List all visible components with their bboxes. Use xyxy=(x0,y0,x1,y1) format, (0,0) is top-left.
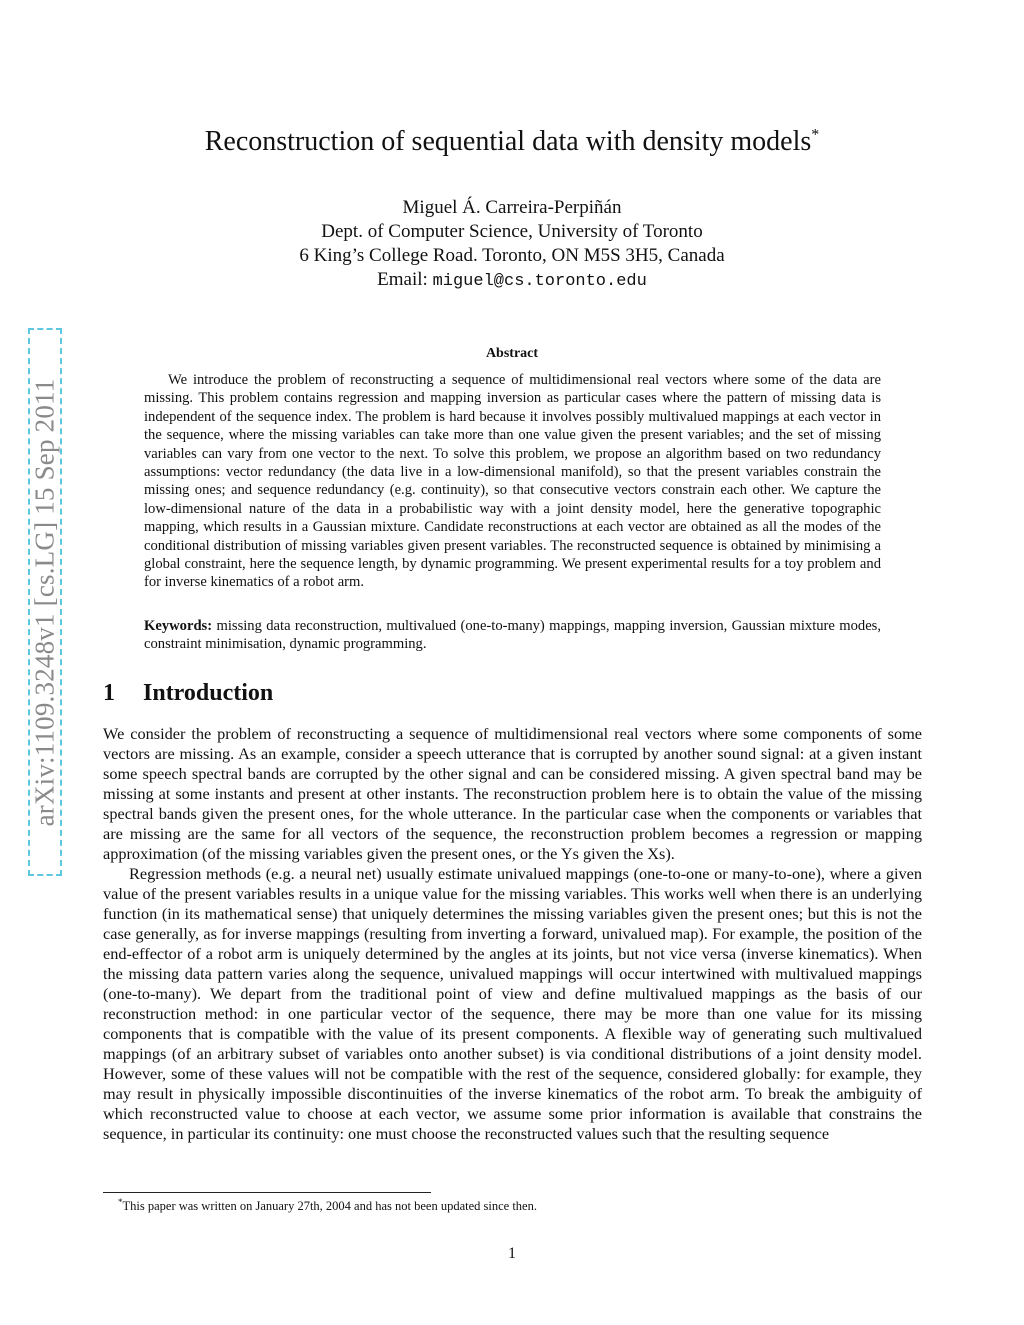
footnote-divider xyxy=(103,1192,431,1193)
body-paragraph: Regression methods (e.g. a neural net) usually estimate univalued mappings (one-to-one or many-to-one), where a given value of the present variables results in a unique value for the missing variables. This works well when there is an underlying function (in its mathematical sense) that uniquely determines the missing variables given the present ones; but this is not the case generally, as for inverse mappings (resulting from inverting a forward, univalued map). For example, the position of the end-effector of a robot arm is uniquely determined by the angles at its joints, but not vice versa (inverse kinematics). When the missing data pattern varies along the sequence, univalued mappings will occur intertwined with multivalued mappings (one-to-many). We depart from the traditional point of view and define multivalued mappings as the basis of our reconstruction method: in one particular vector of the sequence, there may be more than one value for its missing components that is compatible with the value of its present components. A flexible way of generating such multivalued mappings (of an arbitrary subset of variables onto another subset) is via conditional distributions of a joint density model. However, some of these values will not be compatible with the rest of the sequence, considered globally: for example, they may result in physically impossible discontinuities of the inverse kinematics of the robot arm. To break the ambiguity of which reconstructed value to choose at each vector, we assume some prior information is available that constrains the sequence, in particular its continuity: one must choose the reconstructed values such that the resulting sequence xyxy=(103,864,922,1143)
body-paragraph: We consider the problem of reconstructing a sequence of multidimensional real vectors where some components of some vectors are missing. As an example, consider a speech utterance that is corrupted by another sound signal: at a given instant some speech spectral bands are corrupted by the other signal and can be considered missing. A given spectral band may be missing at some instants and present at other instants. The reconstruction problem here is to obtain the value of the missing spectral bands given the present ones, for the whole utterance. In the particular case when the components or variables that are missing are the same for all vectors of the sequence, the reconstruction problem becomes a regression or mapping approximation (of the missing variables given the present ones, or the Ys given the Xs). xyxy=(103,724,922,863)
author-block xyxy=(0,196,1024,294)
section-number: 1 xyxy=(103,680,115,706)
abstract-heading: Abstract xyxy=(485,346,539,361)
section-title: Introduction xyxy=(143,680,274,706)
author-email[interactable]: miguel@cs.toronto.edu xyxy=(432,272,647,291)
title-footnote-mark: * xyxy=(811,126,820,144)
keywords-label: Keywords: xyxy=(144,618,213,634)
author-email-line xyxy=(0,268,1024,294)
arxiv-identifier-stamp xyxy=(28,328,62,876)
section-heading xyxy=(103,680,273,707)
keywords-list: missing data reconstruction, multivalued (one-to-many) mappings, mapping inversion, Gaussian mixture modes, constraint minimisation, dynamic programming. xyxy=(144,618,882,653)
keywords xyxy=(144,617,881,654)
abstract-text: We introduce the problem of reconstructing a sequence of multidimensional real vectors where some of the data are missing. This problem contains regression and mapping inversion as particular cases where the pattern of missing data is independent of the sequence index. The problem is hard because it involves possibly multivalued mappings at each vector in the sequence, where the missing variables can take more than one value given the present variables; and the set of missing variables can vary from one vector to the next. To solve this problem, we propose an algorithm based on two redundancy assumptions: vector redundancy (the data live in a low-dimensional manifold), so that the present variables constrain the missing ones; and sequence redundancy (e.g. continuity), so that consecutive vectors constrain each other. We capture the low-dimensional nature of the data in a probabilistic way with a joint density model, here the generative topographic mapping, which results in a Gaussian mixture. Candidate reconstructions at each vector are obtained as all the modes of the conditional distribution of missing variables given present variables. The reconstructed sequence is obtained by minimising a global constraint, here the sequence length, by dynamic programming. We present experimental results for a toy problem and for inverse kinematics of a robot arm. xyxy=(144,372,881,591)
author-address: 6 King’s College Road. Toronto, ON M5S 3H5, Canada xyxy=(299,245,725,266)
footnote-text: This paper was written on January 27th, 2004 and has not been updated since then. xyxy=(122,1199,537,1214)
footnote xyxy=(118,1197,537,1214)
author-email-label: Email: xyxy=(377,269,428,290)
section-body xyxy=(103,724,922,1144)
author-name: Miguel Á. Carreira-Perpiñán xyxy=(402,197,622,218)
arxiv-identifier-text: arXiv:1109.3248v1 [cs.LG] 15 Sep 2011 xyxy=(29,378,60,826)
paper-title xyxy=(0,126,1024,158)
footnote-mark: * xyxy=(118,1197,123,1207)
page-number: 1 xyxy=(508,1245,516,1262)
paper-title-text: Reconstruction of sequential data with density models xyxy=(204,126,812,157)
author-affiliation: Dept. of Computer Science, University of Toronto xyxy=(321,221,703,242)
